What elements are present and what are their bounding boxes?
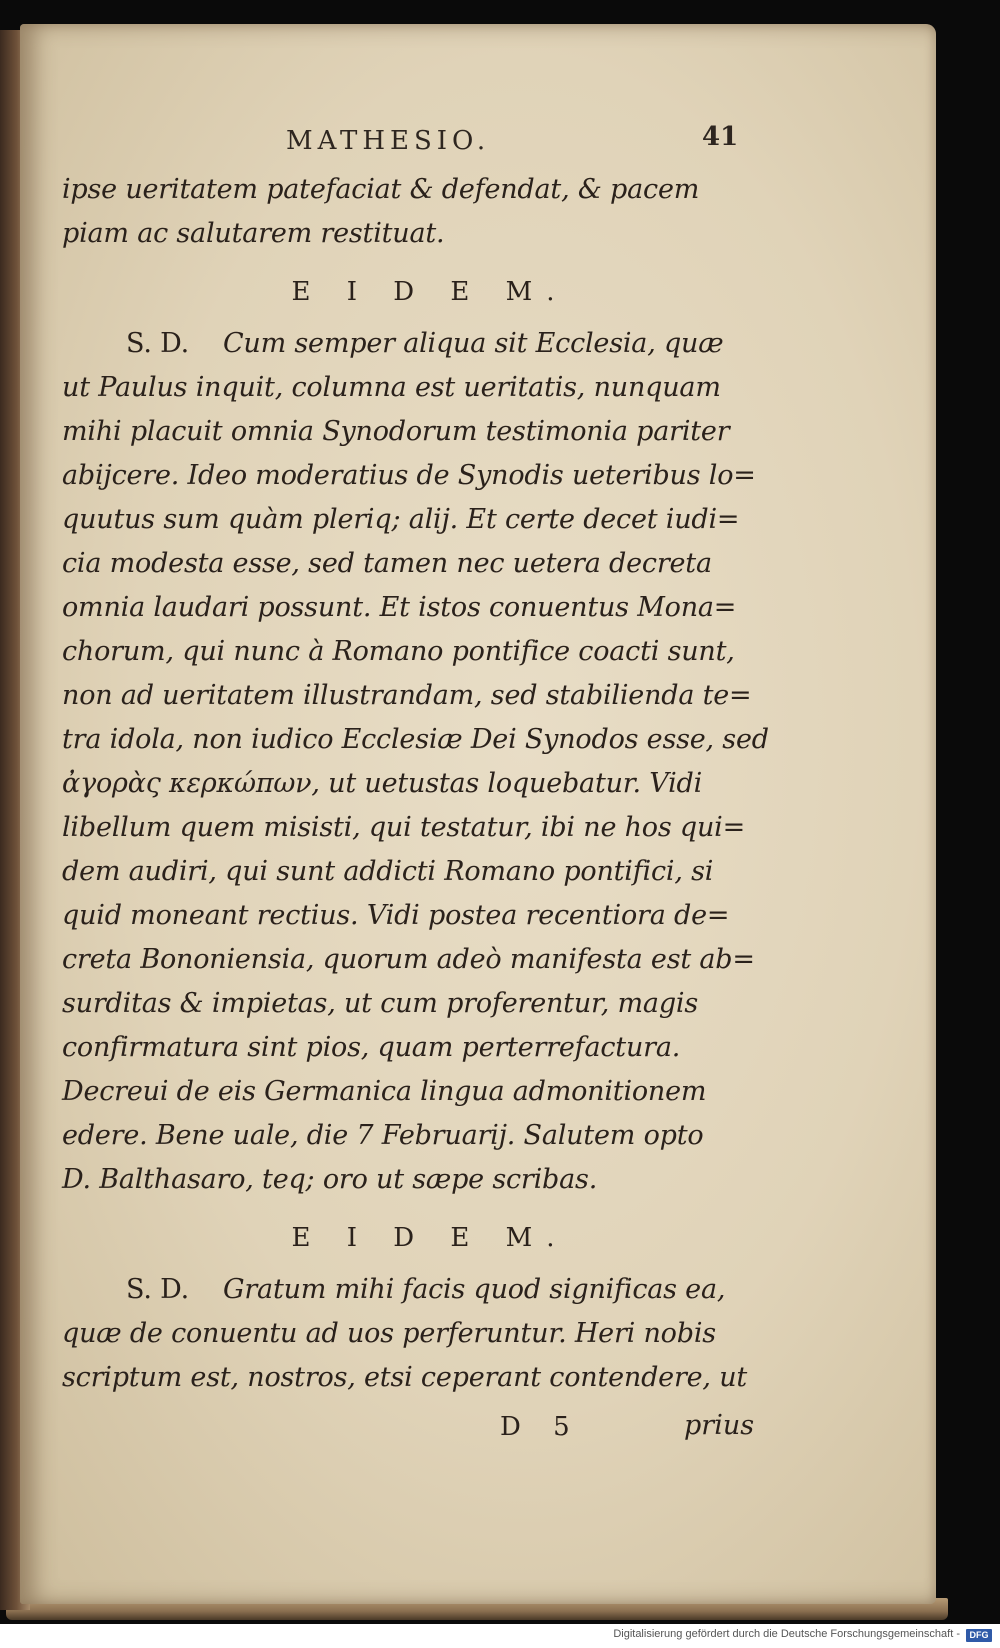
letter-heading: E I D E M. bbox=[291, 277, 569, 307]
text-line: abijcere. Ideo moderatius de Synodis ueteribus lo= bbox=[62, 460, 756, 491]
text-line: confirmatura sint pios, quam perterrefactura. bbox=[62, 1032, 681, 1063]
page-foot bbox=[62, 1408, 780, 1460]
letter-heading: E I D E M. bbox=[291, 1223, 569, 1253]
text-line: Gratum mihi facis quod significas ea, bbox=[222, 1274, 726, 1305]
text-line: Decreui de eis Germanica lingua admonitionem bbox=[62, 1076, 707, 1107]
text-line: chorum, qui nunc à Romano pontifice coacti sunt, bbox=[62, 636, 735, 667]
text-line: quid moneant rectius. Vidi postea recentiora de= bbox=[62, 900, 730, 931]
text-line: tra idola, non iudico Ecclesiæ Dei Synodos esse, sed bbox=[62, 724, 769, 755]
dfg-logo: DFG bbox=[966, 1629, 992, 1642]
letter-opening-line bbox=[62, 1268, 780, 1312]
running-head: MATHESIO. bbox=[286, 126, 491, 156]
text-line: scriptum est, nostros, etsi ceperant contendere, ut bbox=[62, 1362, 748, 1393]
text-block bbox=[62, 120, 780, 1460]
text-line: omnia laudari possunt. Et istos conuentus Mona= bbox=[62, 592, 737, 623]
text-line: quæ de conuentu ad uos perferuntur. Heri nobis bbox=[62, 1318, 716, 1349]
text-line: ipse ueritatem patefaciat & defendat, & pacem bbox=[62, 174, 700, 205]
salutation: S. D. bbox=[126, 1274, 189, 1305]
catchword: prius bbox=[684, 1410, 755, 1441]
text-line: surditas & impietas, ut cum proferentur, magis bbox=[62, 988, 699, 1019]
text-line: cia modesta esse, sed tamen nec uetera decreta bbox=[62, 548, 712, 579]
text-line: edere. Bene uale, die 7 Februarij. Salutem opto bbox=[62, 1120, 704, 1151]
text-line: D. Balthasaro, teq; oro ut sæpe scribas. bbox=[62, 1164, 598, 1195]
footer-credit: Digitalisierung gefördert durch die Deutsche Forschungsgemeinschaft - bbox=[613, 1628, 960, 1640]
letter-opening-line bbox=[62, 322, 780, 366]
salutation: S. D. bbox=[126, 328, 189, 359]
text-line: mihi placuit omnia Synodorum testimonia pariter bbox=[62, 416, 730, 447]
digitization-footer bbox=[0, 1624, 1000, 1648]
printed-page bbox=[20, 24, 936, 1604]
text-line: libellum quem misisti, qui testatur, ibi ne hos qui= bbox=[62, 812, 746, 843]
text-line: quutus sum quàm pleriq; alij. Et certe decet iudi= bbox=[62, 504, 740, 535]
text-line: ut Paulus inquit, columna est ueritatis, nunquam bbox=[62, 372, 721, 403]
text-line: piam ac salutarem restituat. bbox=[62, 218, 445, 249]
signature-mark: D 5 bbox=[500, 1412, 582, 1442]
text-line: creta Bononiensia, quorum adeò manifesta est ab= bbox=[62, 944, 755, 975]
text-line: non ad ueritatem illustrandam, sed stabilienda te= bbox=[62, 680, 752, 711]
text-line: ἀγορὰς κερκώπων, ut uetustas loquebatur. Vidi bbox=[62, 768, 703, 799]
page-header bbox=[62, 120, 780, 168]
text-line: dem audiri, qui sunt addicti Romano pontifici, si bbox=[62, 856, 714, 887]
text-line: Cum semper aliqua sit Ecclesia, quæ bbox=[222, 328, 724, 359]
page-number: 41 bbox=[702, 122, 739, 152]
